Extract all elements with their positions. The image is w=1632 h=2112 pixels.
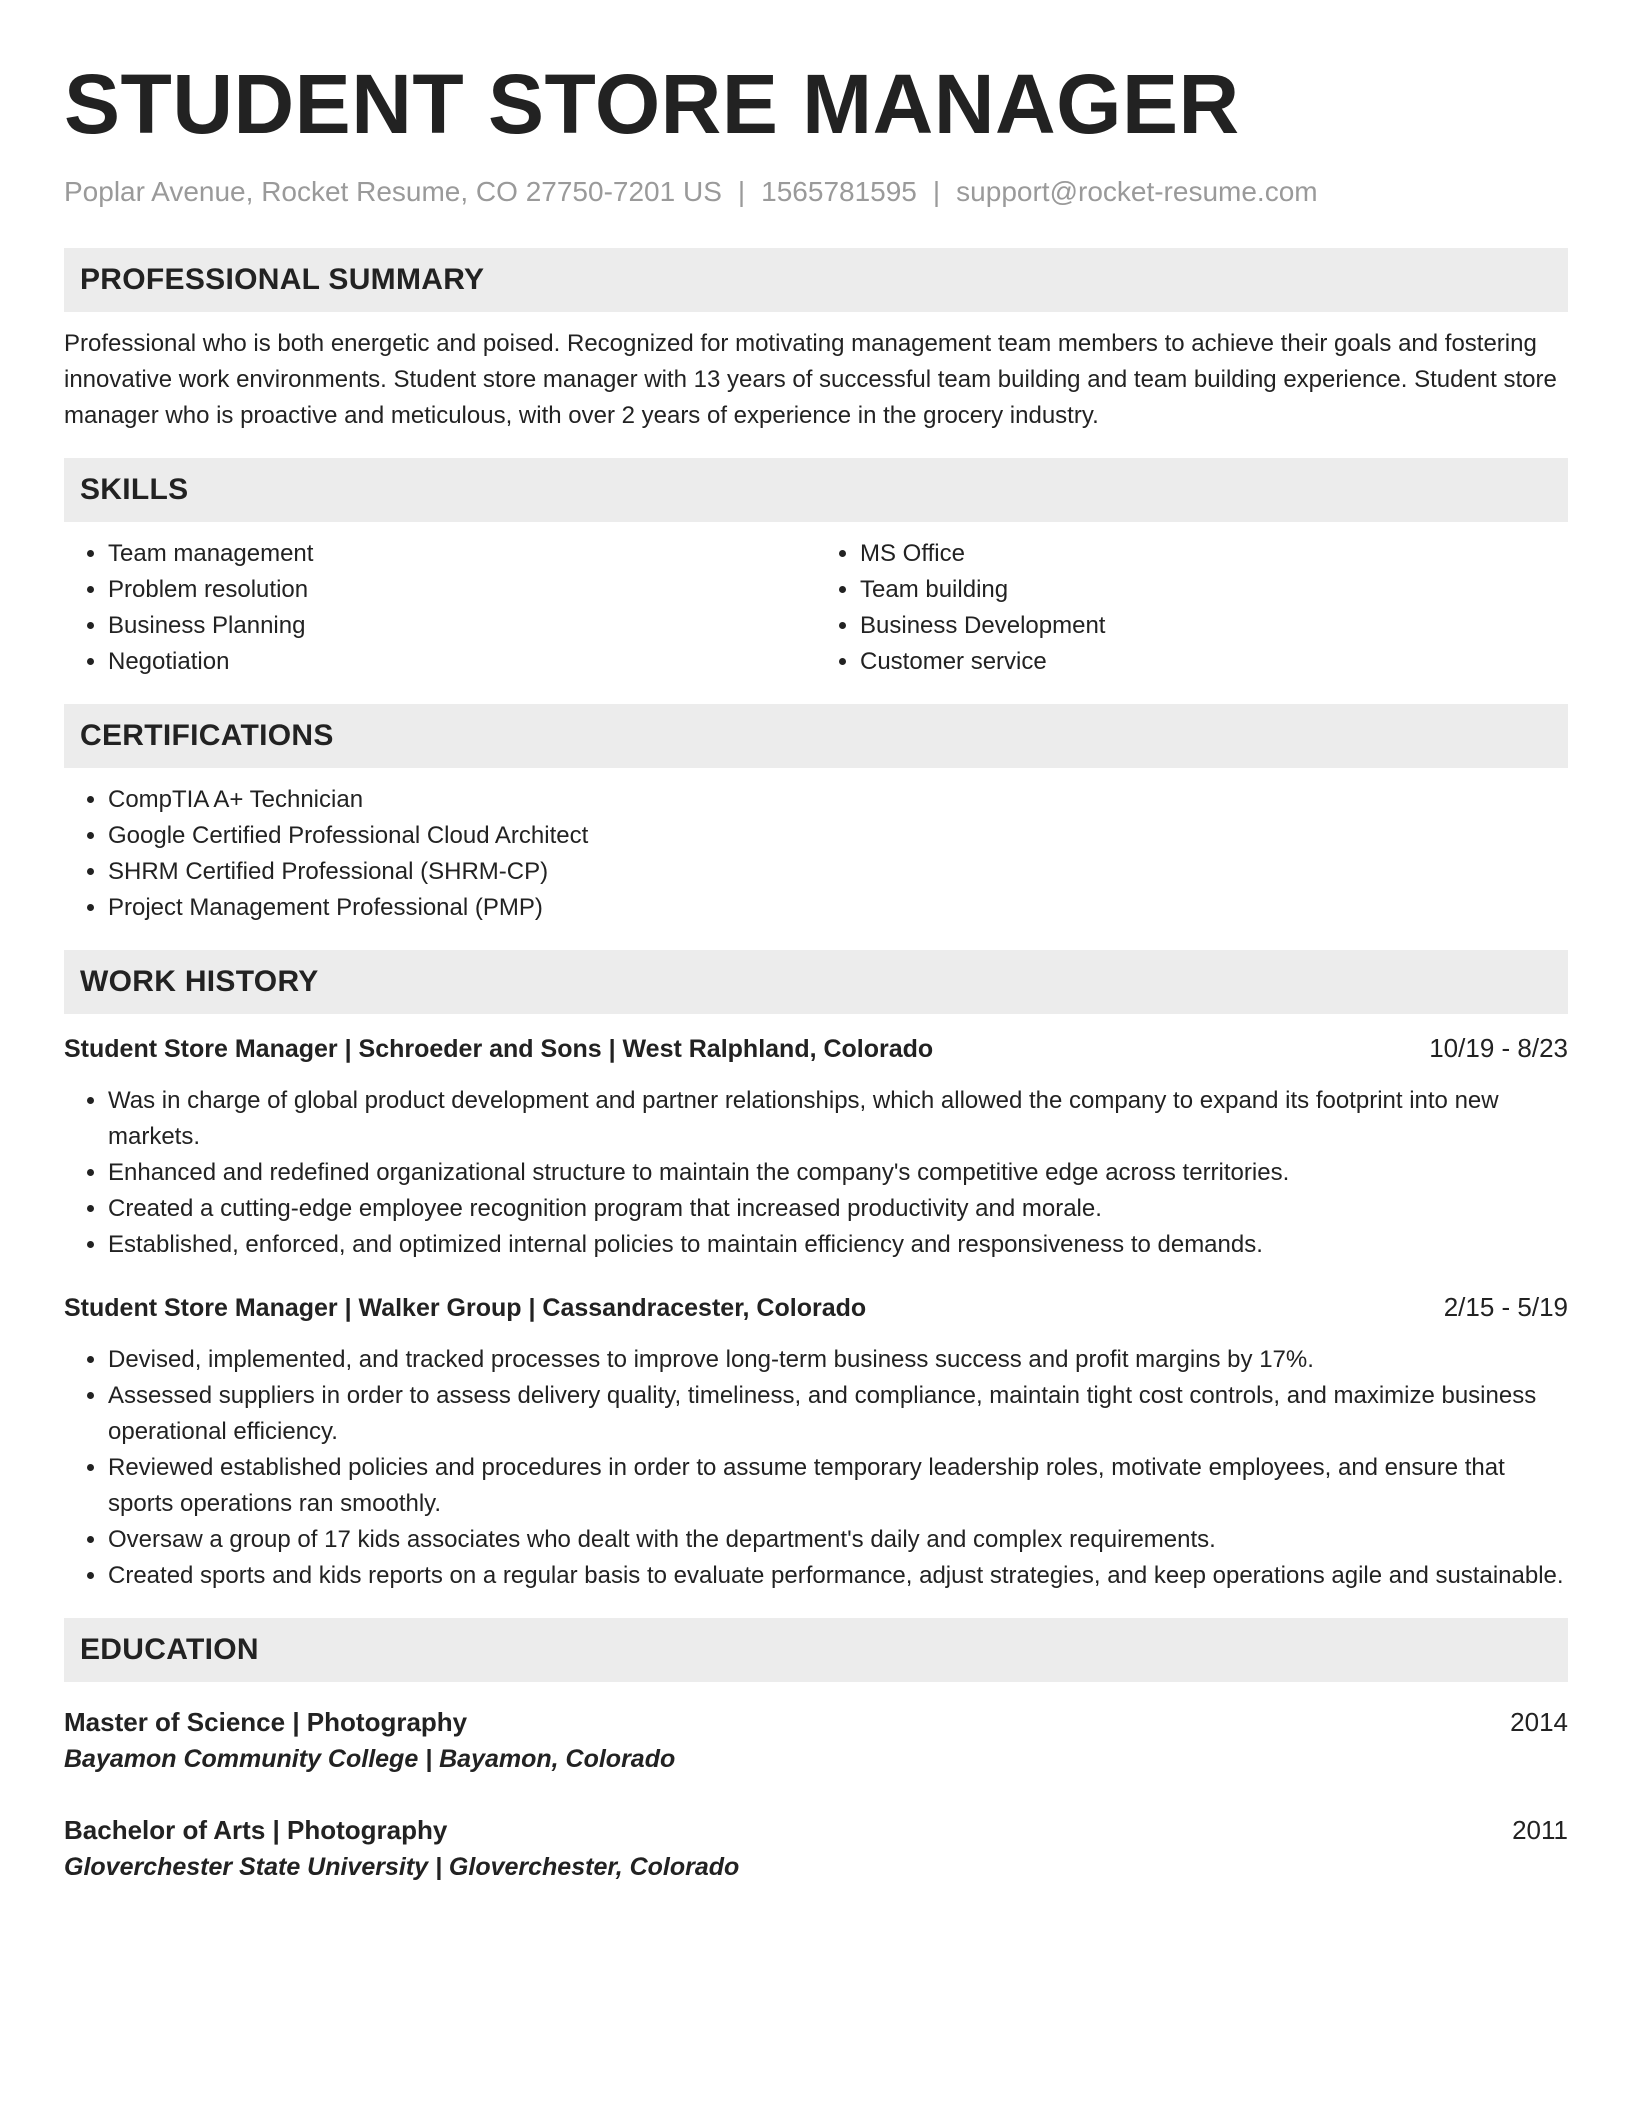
certifications-heading: CERTIFICATIONS xyxy=(64,704,1568,768)
contact-line xyxy=(64,172,1568,212)
skills-list-left xyxy=(64,536,816,680)
work-history-heading: WORK HISTORY xyxy=(64,950,1568,1014)
certifications-section xyxy=(64,704,1568,926)
job-bullets xyxy=(64,1083,1568,1263)
job-bullet: • Assessed suppliers in order to assess delivery quality, timeliness, and compliance, maintain tight cost controls, and maximize business operational efficiency. xyxy=(108,1378,1568,1450)
skill-item: • Problem resolution xyxy=(108,572,816,608)
education-heading: EDUCATION xyxy=(64,1618,1568,1682)
job-bullet: • Reviewed established policies and procedures in order to assume temporary leadership roles, motivate employees, and ensure that sports operations ran smoothly. xyxy=(108,1450,1568,1522)
skill-item: • Customer service xyxy=(860,644,1568,680)
education-degree: Master of Science | Photography xyxy=(64,1707,468,1737)
skill-item: • Business Planning xyxy=(108,608,816,644)
education-header xyxy=(64,1812,1568,1848)
skills-section xyxy=(64,458,1568,680)
job-bullet: • Created sports and kids reports on a regular basis to evaluate performance, adjust strategies, and keep operations agile and sustainable. xyxy=(108,1558,1568,1594)
education-year: 2011 xyxy=(1512,1815,1568,1845)
job-dates: 10/19 - 8/23 xyxy=(1429,1033,1568,1063)
education-section xyxy=(64,1618,1568,1886)
skill-item: • Team building xyxy=(860,572,1568,608)
skill-item: • Negotiation xyxy=(108,644,816,680)
contact-separator: | xyxy=(737,176,746,207)
job-header xyxy=(64,1289,1568,1326)
skill-item: • Business Development xyxy=(860,608,1568,644)
skills-columns xyxy=(64,522,1568,680)
education-degree: Bachelor of Arts | Photography xyxy=(64,1815,448,1845)
job-bullet: • Oversaw a group of 17 kids associates who dealt with the department's daily and complex requirements. xyxy=(108,1522,1568,1558)
contact-email[interactable]: support@rocket-resume.com xyxy=(956,176,1318,207)
job-entry xyxy=(64,1030,1568,1263)
contact-phone: 1565781595 xyxy=(761,176,917,207)
job-bullet: • Devised, implemented, and tracked processes to improve long-term business success and profit margins by 17%. xyxy=(108,1342,1568,1378)
contact-separator: | xyxy=(932,176,941,207)
job-bullet: • Was in charge of global product development and partner relationships, which allowed the company to expand its footprint into new markets. xyxy=(108,1083,1568,1155)
job-title: Student Store Manager | Schroeder and Sons | West Ralphland, Colorado xyxy=(64,1035,934,1063)
certifications-list xyxy=(64,782,1568,926)
education-header xyxy=(64,1704,1568,1740)
skills-heading: SKILLS xyxy=(64,458,1568,522)
summary-text: Professional who is both energetic and poised. Recognized for motivating management team members to achieve their goals and fostering innovative work environments. Student store manager with 13 years of successful team building and team building experience. Student store manager who is proactive and meticulous, with over 2 years of experience in the grocery industry. xyxy=(64,330,1557,429)
candidate-name: STUDENT STORE MANAGER xyxy=(64,57,1240,151)
contact-address: Poplar Avenue, Rocket Resume, CO 27750-7201 US xyxy=(64,176,722,207)
summary-heading: PROFESSIONAL SUMMARY xyxy=(64,248,1568,312)
education-school: Bayamon Community College | Bayamon, Colorado xyxy=(64,1745,676,1773)
certification-item: • SHRM Certified Professional (SHRM-CP) xyxy=(108,854,1568,890)
skill-item: • MS Office xyxy=(860,536,1568,572)
summary-section xyxy=(64,248,1568,434)
job-bullet: • Established, enforced, and optimized internal policies to maintain efficiency and responsiveness to demands. xyxy=(108,1227,1568,1263)
education-year: 2014 xyxy=(1510,1707,1568,1737)
education-school: Gloverchester State University | Gloverchester, Colorado xyxy=(64,1853,740,1881)
job-bullet: • Enhanced and redefined organizational structure to maintain the company's competitive edge across territories. xyxy=(108,1155,1568,1191)
skills-list-right xyxy=(816,536,1568,680)
certification-item: • Google Certified Professional Cloud Architect xyxy=(108,818,1568,854)
education-entry xyxy=(64,1812,1568,1886)
job-header xyxy=(64,1030,1568,1067)
job-title: Student Store Manager | Walker Group | Cassandracester, Colorado xyxy=(64,1294,867,1322)
job-entry xyxy=(64,1289,1568,1594)
work-history-section xyxy=(64,950,1568,1594)
skill-item: • Team management xyxy=(108,536,816,572)
education-entry xyxy=(64,1704,1568,1778)
job-bullets xyxy=(64,1342,1568,1594)
certification-item: • Project Management Professional (PMP) xyxy=(108,890,1568,926)
certification-item: • CompTIA A+ Technician xyxy=(108,782,1568,818)
job-bullet: • Created a cutting-edge employee recognition program that increased productivity and morale. xyxy=(108,1191,1568,1227)
job-dates: 2/15 - 5/19 xyxy=(1443,1292,1568,1322)
